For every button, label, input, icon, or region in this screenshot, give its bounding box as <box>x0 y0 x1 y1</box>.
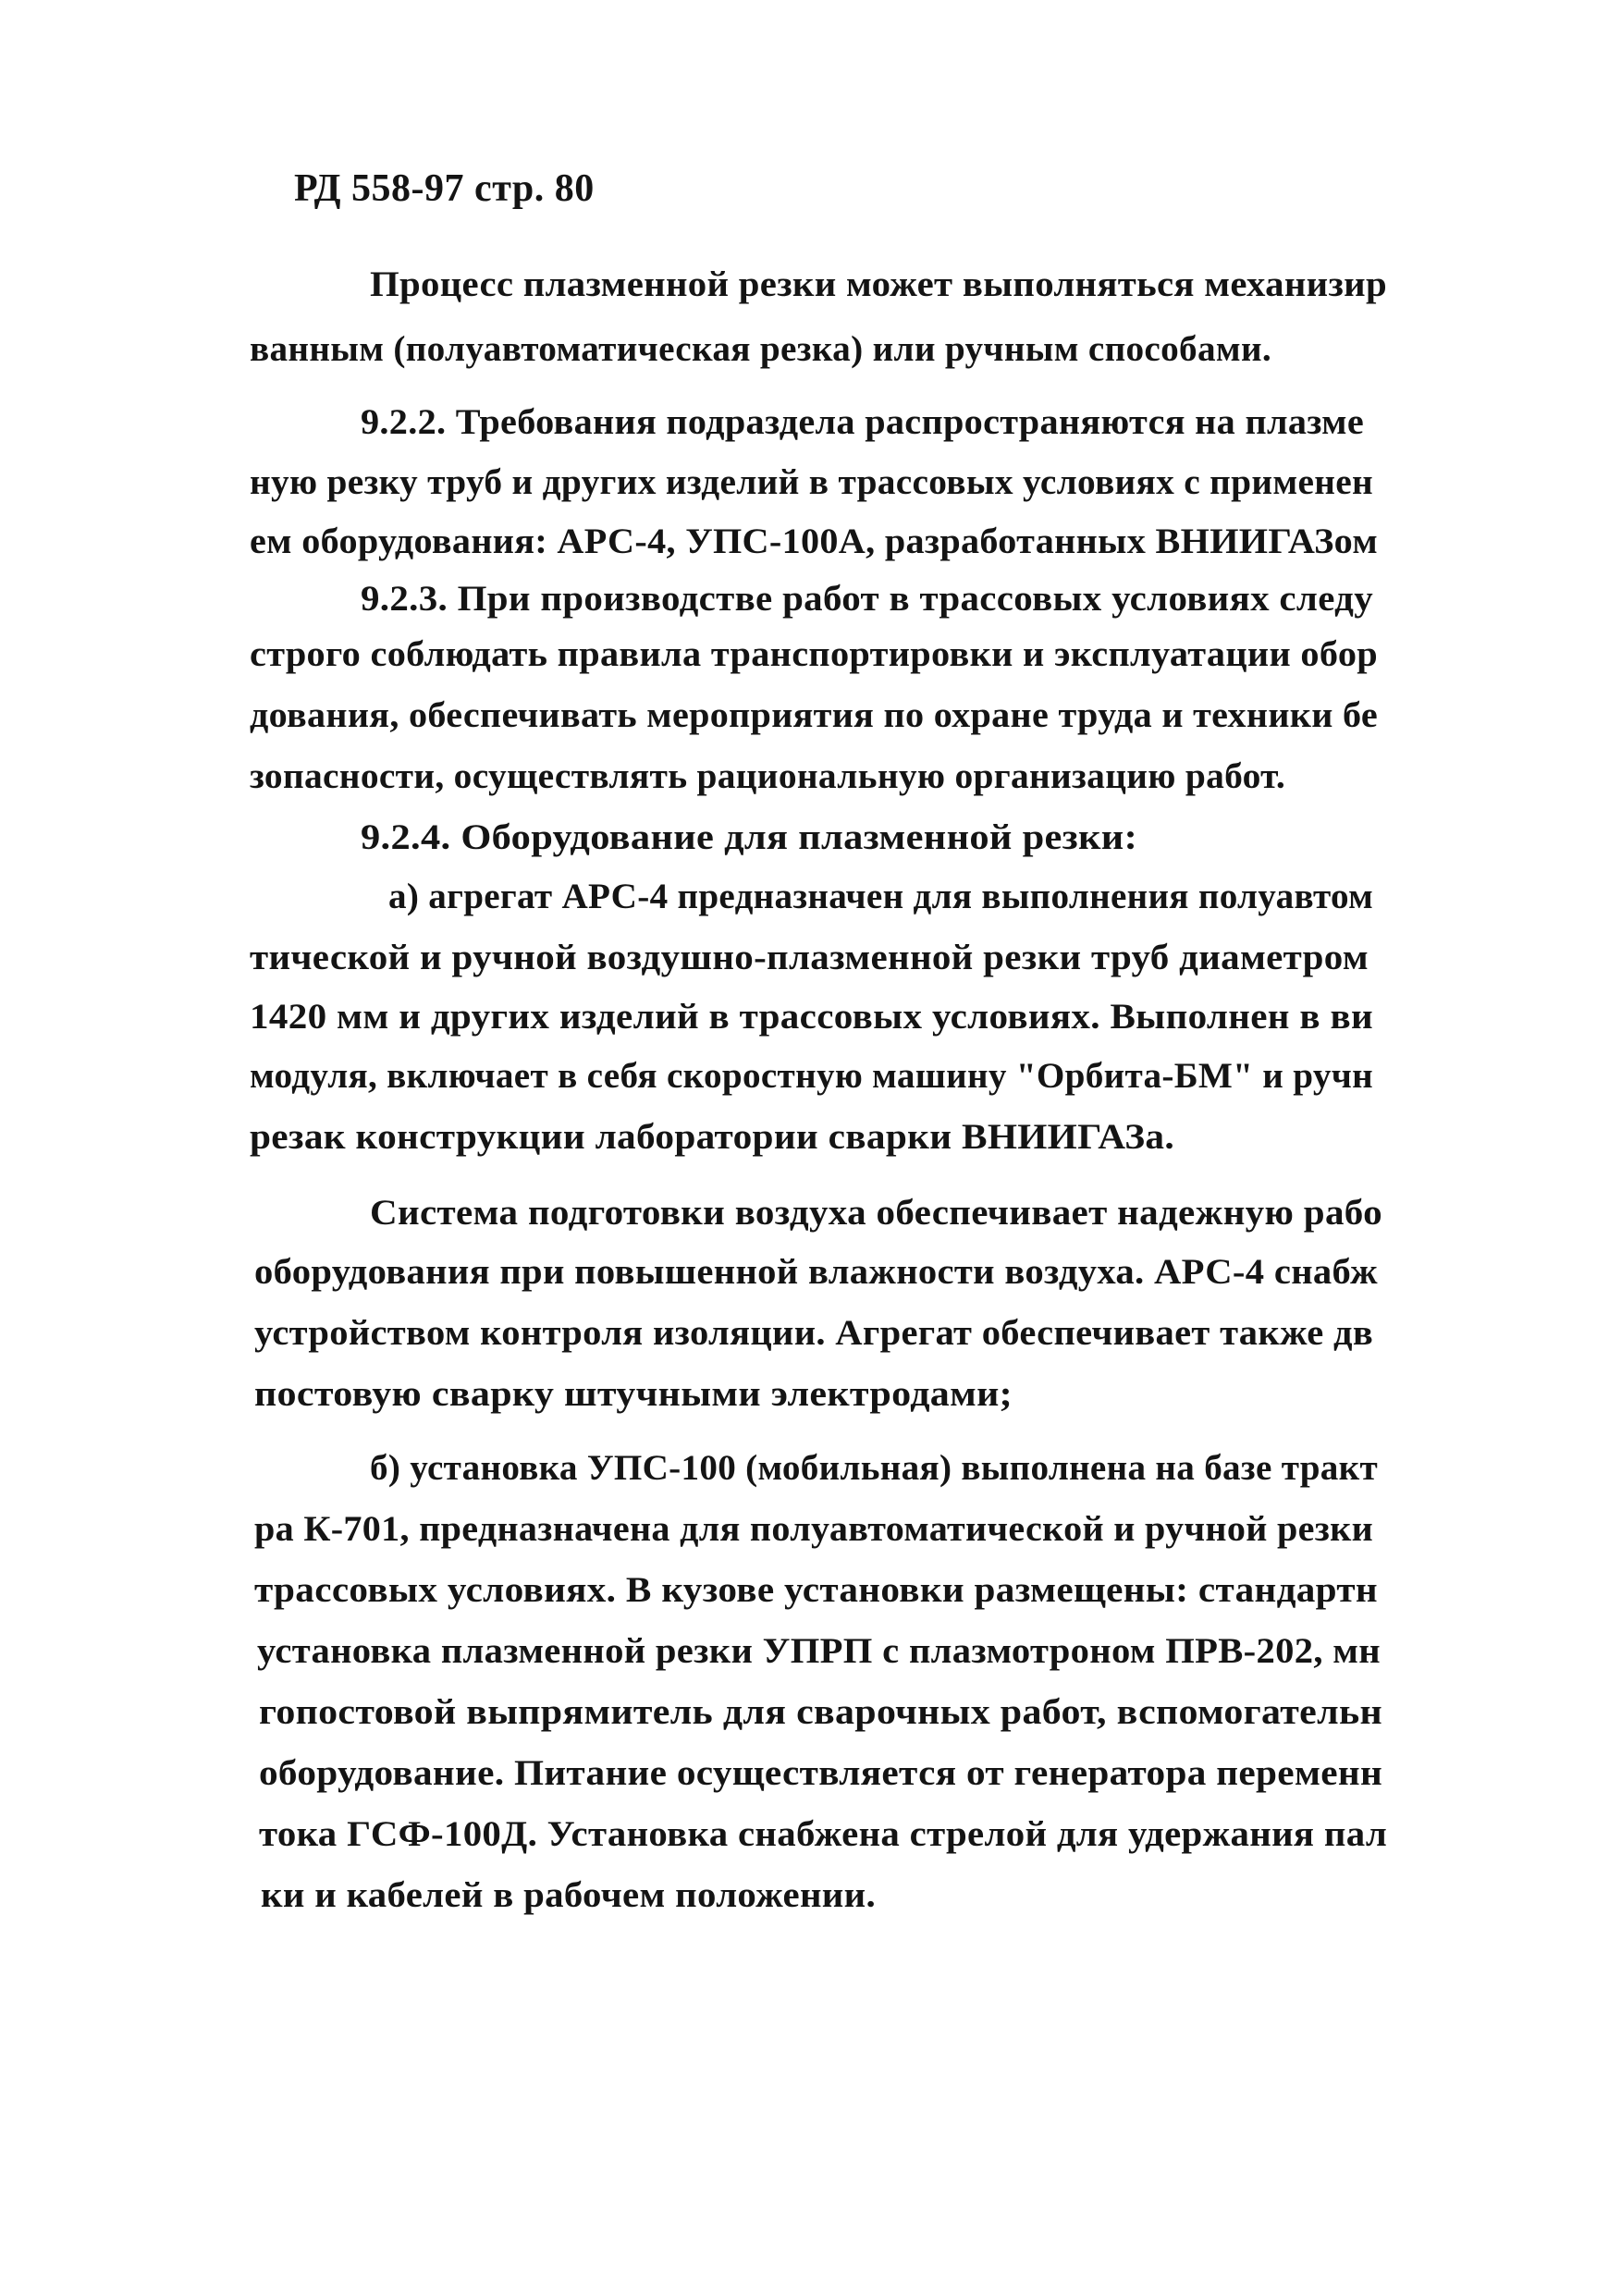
text-line: строго соблюдать правила транспортировки и эксплуатации обор <box>250 634 1379 674</box>
text-line: оборудования при повышенной влажности воздуха. АРС-4 снабж <box>254 1252 1378 1292</box>
text-line: тической и ручной воздушно-плазменной резки труб диаметром <box>250 938 1369 977</box>
text-line: 9.2.3. При производстве работ в трассовых условиях следу <box>361 579 1374 619</box>
text-line: трассовых условиях. В кузове установки размещены: стандартн <box>254 1570 1378 1610</box>
text-line: ки и кабелей в рабочем положении. <box>261 1875 877 1915</box>
text-line: ем оборудования: АРС-4, УПС-100А, разработанных ВНИИГАЗом <box>250 522 1379 561</box>
text-line: ванным (полуавтоматическая резка) или ручным способами. <box>250 329 1271 369</box>
text-line: постовую сварку штучными электродами; <box>254 1374 1013 1414</box>
text-line: устройством контроля изоляции. Агрегат обеспечивает также дв <box>254 1313 1374 1353</box>
text-line: дования, обеспечивать мероприятия по охране труда и техники бе <box>250 695 1379 735</box>
text-line: резак конструкции лаборатории сварки ВНИИГАЗа. <box>250 1117 1174 1157</box>
text-line: б) установка УПС-100 (мобильная) выполнена на базе тракт <box>370 1448 1378 1488</box>
text-line: зопасности, осуществлять рациональную организацию работ. <box>250 756 1285 796</box>
text-line: гопостовой выпрямитель для сварочных работ, вспомогательн <box>259 1692 1382 1732</box>
page-header: РД 558-97 стр. 80 <box>294 167 595 210</box>
text-line: тока ГСФ-100Д. Установка снабжена стрелой для удержания пал <box>259 1814 1388 1854</box>
text-line: Система подготовки воздуха обеспечивает надежную рабо <box>370 1193 1382 1233</box>
text-line: установка плазменной резки УПРП с плазмотроном ПРВ-202, мн <box>257 1631 1382 1671</box>
text-line: 9.2.2. Требования подраздела распространяются на плазме <box>361 402 1365 442</box>
text-line: 1420 мм и других изделий в трассовых условиях. Выполнен в ви <box>250 997 1373 1037</box>
text-line: ную резку труб и других изделий в трассовых условиях с применен <box>250 462 1374 502</box>
text-line: ра К-701, предназначена для полуавтоматической и ручной резки <box>254 1509 1374 1549</box>
text-line: Процесс плазменной резки может выполняться механизир <box>370 264 1387 304</box>
text-line: модуля, включает в себя скоростную машину "Орбита-БМ" и ручн <box>250 1056 1373 1096</box>
text-line: оборудование. Питание осуществляется от генератора переменн <box>259 1753 1383 1793</box>
text-line: а) агрегат АРС-4 предназначен для выполнения полуавтом <box>388 877 1374 916</box>
text-line: 9.2.4. Оборудование для плазменной резки: <box>361 817 1138 857</box>
